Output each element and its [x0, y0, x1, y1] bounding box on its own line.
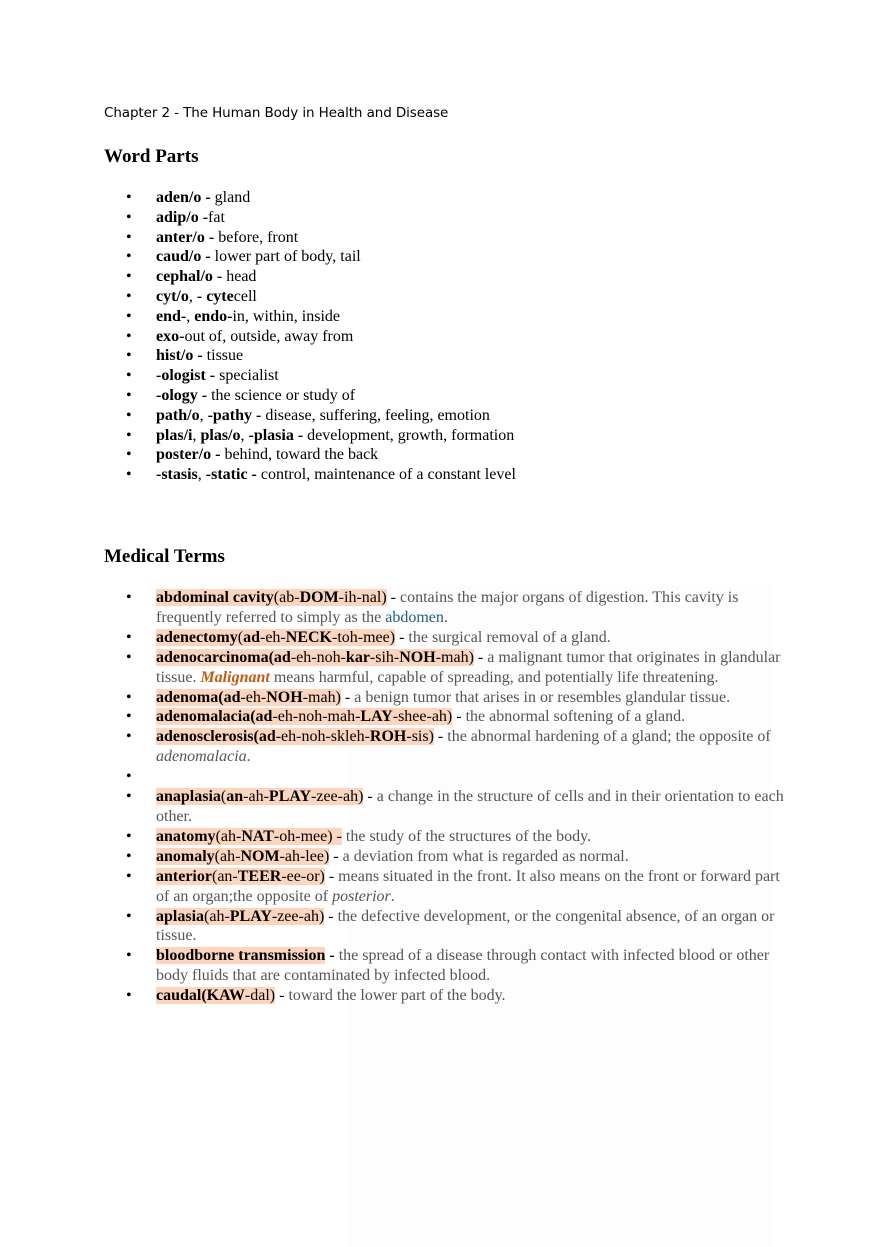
list-item: • cyt/o, - cytecell	[126, 287, 257, 305]
term-anatomy: • anatomy(ah-NAT-oh-mee) - the study of the structures of the body.	[126, 827, 592, 845]
medical-terms-list	[104, 588, 784, 1006]
term-anterior: • anterior(an-TEER-ee-or) - means situated in the front. It also means on the front or forward part of an organ;the opposite of posterior.	[126, 867, 780, 905]
list-item: • aden/o - gland	[126, 189, 251, 206]
term-adenectomy: • adenectomy(ad-eh-NECK-toh-mee) - the surgical removal of a gland.	[126, 628, 611, 646]
term-bloodborne-transmission: • bloodborne transmission - the spread of a disease through contact with infected blood or other body fluids that are contaminated by infected blood.	[126, 947, 770, 985]
term-anomaly: • anomaly(ah-NOM-ah-lee) - a deviation from what is regarded as normal.	[126, 847, 629, 865]
list-item: • path/o, -pathy - disease, suffering, feeling, emotion	[126, 406, 490, 424]
list-item: • hist/o - tissue	[126, 347, 244, 365]
medical-terms-heading: Medical Terms	[104, 546, 225, 567]
list-item: • cephal/o - head	[126, 268, 257, 286]
list-item: • adip/o -fat	[126, 208, 225, 226]
term-aplasia: • aplasia(ah-PLAY-zee-ah) - the defective development, or the congenital absence, of an organ or tissue.	[126, 907, 775, 945]
list-item: • poster/o - behind, toward the back	[126, 446, 379, 464]
term-adenoma: • adenoma(ad-eh-NOH-mah) - a benign tumor that arises in or resembles glandular tissue.	[126, 688, 731, 706]
list-item: • -stasis, -static - control, maintenance of a constant level	[126, 466, 516, 484]
list-item: • anter/o - before, front	[126, 228, 299, 246]
abdomen-link[interactable]: abdomen	[385, 608, 444, 626]
word-parts-list	[104, 188, 804, 485]
word-parts-heading: Word Parts	[104, 146, 199, 167]
chapter-title: Chapter 2 - The Human Body in Health and Disease	[104, 105, 449, 121]
list-item: • plas/i, plas/o, -plasia - development, growth, formation	[126, 426, 515, 444]
list-item: • end-, endo-in, within, inside	[126, 307, 341, 325]
list-item: • -ology - the science or study of	[126, 386, 356, 404]
term-adenomalacia: • adenomalacia(ad-eh-noh-mah-LAY-shee-ah) - the abnormal softening of a gland.	[126, 708, 686, 726]
term-adenocarcinoma: • adenocarcinoma(ad-eh-noh-kar-sih-NOH-mah) - a malignant tumor that originates in glandular tissue. Malignant means harmful, capable of spreading, and potentially life threatening.	[126, 648, 781, 686]
term-anaplasia: • anaplasia(an-ah-PLAY-zee-ah) - a change in the structure of cells and in their orientation to each other.	[126, 788, 784, 825]
term-abdominal-cavity: • abdominal cavity(ab-DOM-ih-nal) - contains the major organs of digestion. This cavity is frequently referred to simply as the abdomen.	[126, 589, 739, 626]
list-item: • caud/o - lower part of body, tail	[126, 248, 361, 266]
term-adenosclerosis: • adenosclerosis(ad-eh-noh-skleh-ROH-sis) - the abnormal hardening of a gland; the opposite of adenomalacia.	[126, 728, 771, 766]
term-caudal: • caudal(KAW-dal) - toward the lower part of the body.	[126, 987, 506, 1005]
list-item: • -ologist - specialist	[126, 367, 279, 385]
empty-list-item: •	[126, 768, 132, 786]
list-item: • exo-out of, outside, away from	[126, 327, 354, 345]
